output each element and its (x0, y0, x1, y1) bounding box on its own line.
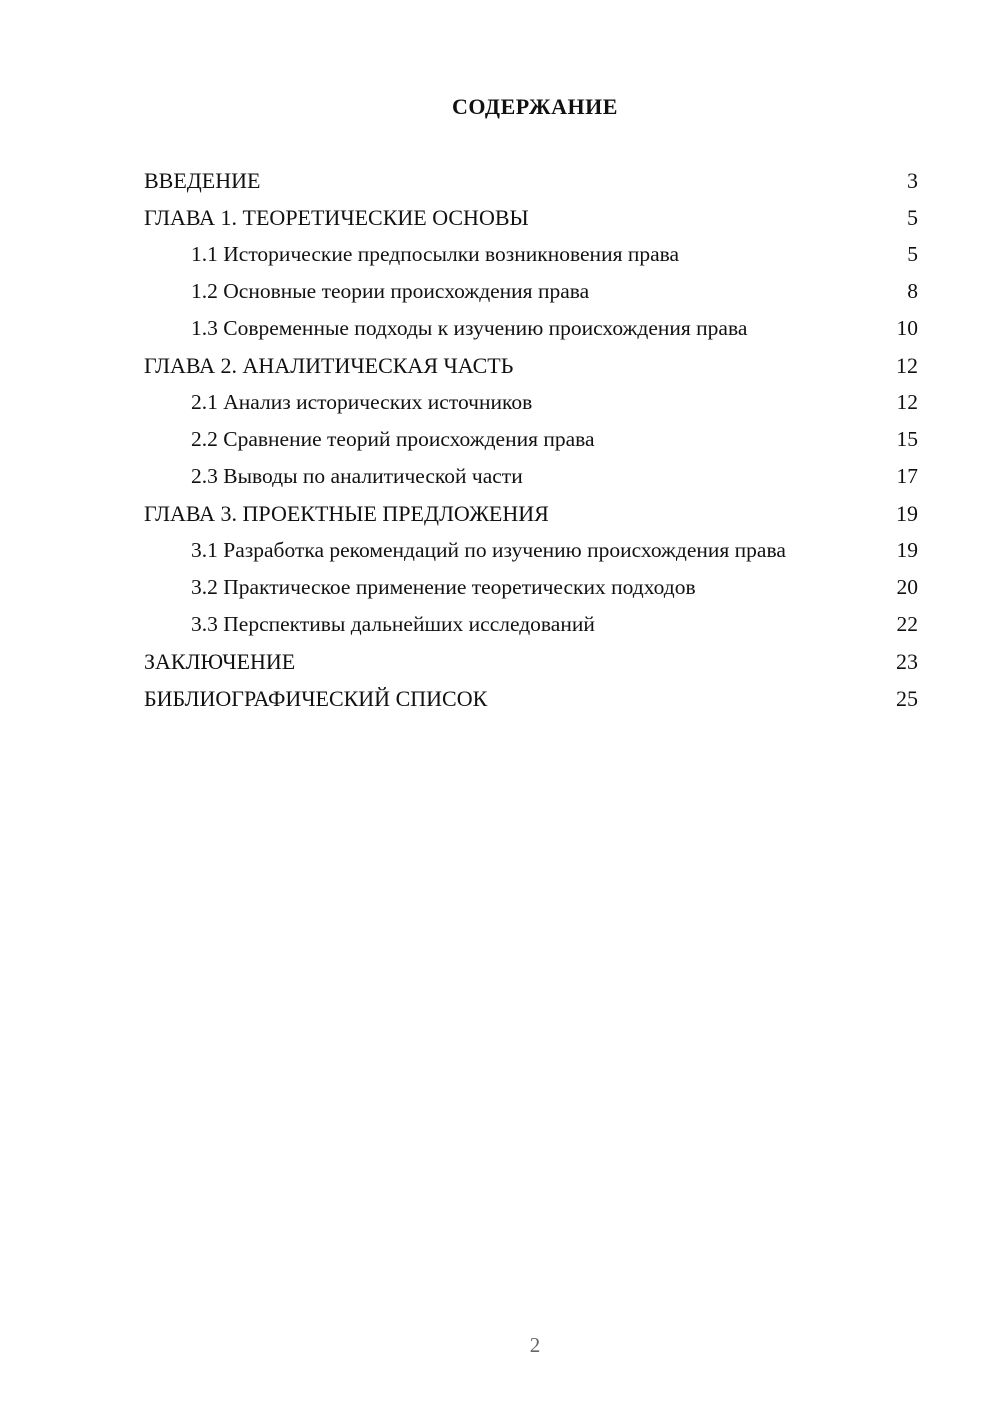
toc-entry-section-2-3 (144, 463, 918, 490)
toc-entry-chapter-2 (144, 352, 918, 379)
toc-entry-bibliography (144, 685, 918, 712)
toc-entry-text: ЗАКЛЮЧЕНИЕ (144, 649, 296, 674)
toc-entry-text: 3.1 Разработка рекомендаций по изучению происхождения права (191, 538, 786, 562)
toc-entry-section-1-2 (144, 278, 918, 305)
toc-entry-page: 12 (896, 390, 918, 414)
toc-entry-page: 8 (907, 279, 918, 303)
toc-title: СОДЕРЖАНИЕ (452, 94, 618, 119)
toc-entry-text: 2.3 Выводы по аналитической части (191, 464, 523, 488)
toc-entry-text: БИБЛИОГРАФИЧЕСКИЙ СПИСОК (144, 686, 488, 711)
toc-entry-page: 19 (896, 501, 918, 526)
toc-entry-page: 5 (907, 205, 918, 230)
toc-entry-text: 1.2 Основные теории происхождения права (191, 279, 590, 303)
toc-entry-section-3-3 (144, 611, 918, 638)
page-number: 2 (529, 1333, 541, 1357)
toc-entry-text: 3.3 Перспективы дальнейших исследований (191, 612, 595, 636)
toc-entry-section-2-1 (144, 389, 918, 416)
toc-entry-text: 3.2 Практическое применение теоретических подходов (191, 575, 696, 599)
toc-entry-page: 5 (907, 242, 918, 266)
toc-entry-text: ВВЕДЕНИЕ (144, 168, 261, 193)
toc-entry-text: 2.1 Анализ исторических источников (191, 390, 533, 414)
toc-entry-conclusion (144, 648, 918, 675)
toc-entry-page: 3 (907, 168, 918, 193)
toc-entry-page: 20 (896, 575, 918, 599)
toc-entry-page: 19 (896, 538, 918, 562)
toc-entry-section-1-3 (144, 315, 918, 342)
toc-entry-text: ГЛАВА 1. ТЕОРЕТИЧЕСКИЕ ОСНОВЫ (144, 205, 529, 230)
toc-entry-page: 10 (896, 316, 918, 340)
toc-entry-text: 2.2 Сравнение теорий происхождения права (191, 427, 595, 451)
toc-entry-text: ГЛАВА 2. АНАЛИТИЧЕСКАЯ ЧАСТЬ (144, 353, 514, 378)
toc-entry-page: 15 (896, 427, 918, 451)
toc-entry-text: 1.1 Исторические предпосылки возникновения права (191, 242, 680, 266)
toc-entry-text: 1.3 Современные подходы к изучению происхождения права (191, 316, 748, 340)
toc-entry-page: 17 (896, 464, 918, 488)
toc-entry-chapter-3 (144, 500, 918, 527)
toc-entry-page: 22 (896, 612, 918, 636)
toc-entry-section-1-1 (144, 241, 918, 268)
toc-entry-section-3-2 (144, 574, 918, 601)
toc-entry-introduction (144, 167, 918, 194)
toc-entry-page: 23 (896, 649, 918, 674)
toc-entry-section-2-2 (144, 426, 918, 453)
toc-entry-chapter-1 (144, 204, 918, 231)
toc-entry-text: ГЛАВА 3. ПРОЕКТНЫЕ ПРЕДЛОЖЕНИЯ (144, 501, 549, 526)
toc-entry-page: 12 (896, 353, 918, 378)
toc-entry-section-3-1 (144, 537, 918, 564)
table-of-contents (144, 167, 918, 722)
toc-entry-page: 25 (896, 686, 918, 711)
